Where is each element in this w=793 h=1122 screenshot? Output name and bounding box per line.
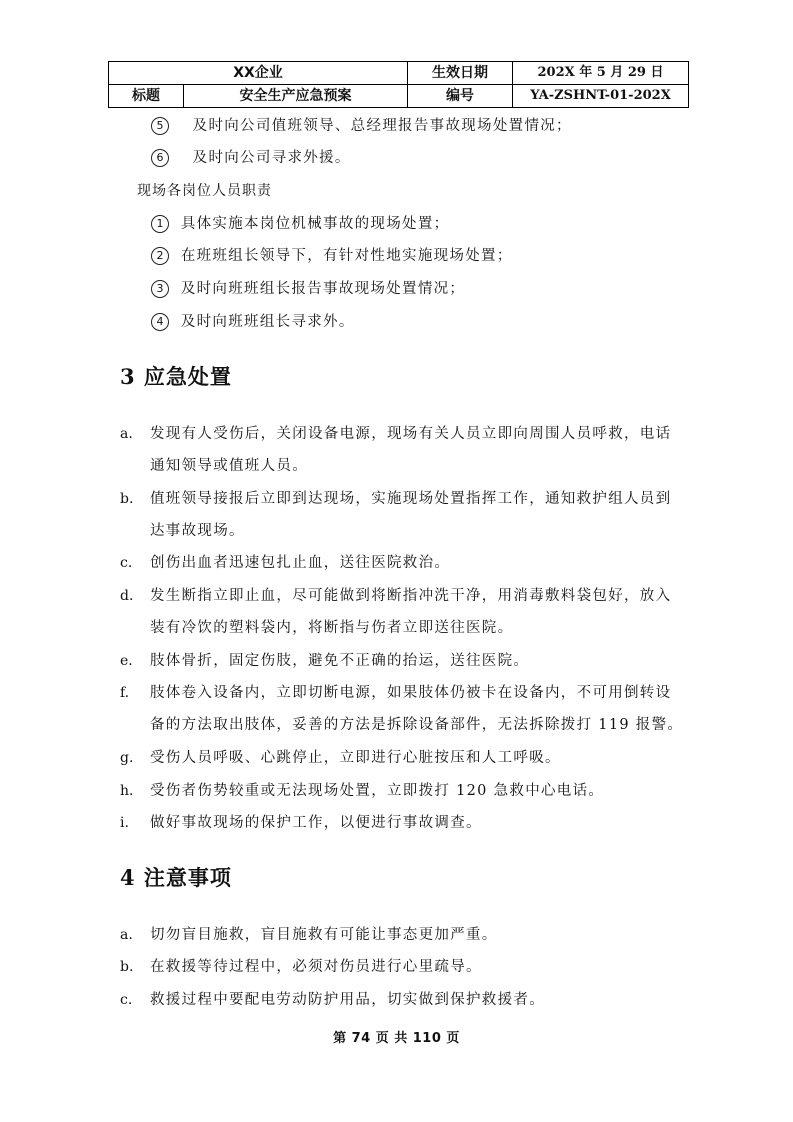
item-label: e. bbox=[120, 653, 133, 669]
item-text: 发现有人受伤后，关闭设备电源，现场有关人员立即向周围人员呼救，电话 bbox=[150, 426, 672, 442]
item-text: 受伤者伤势较重或无法现场处置，立即拨打 120 急救中心电话。 bbox=[150, 783, 605, 799]
item-label: b. bbox=[120, 959, 134, 975]
item-text: 切勿盲目施救，盲目施救有可能让事态更加严重。 bbox=[150, 927, 498, 943]
item-text: 及时向公司寻求外援。 bbox=[192, 150, 351, 166]
item-label: f. bbox=[120, 685, 130, 701]
effective-date-label: 生效日期 bbox=[408, 62, 513, 85]
item-text: 创伤出血者迅速包扎止血，送往医院救治。 bbox=[150, 555, 451, 571]
item-text: 达事故现场。 bbox=[150, 523, 245, 539]
circled-number: 3 bbox=[151, 280, 169, 298]
item-label: a. bbox=[120, 426, 133, 442]
company-name: XX企业 bbox=[109, 62, 408, 85]
effective-date-value: 202X 年 5 月 29 日 bbox=[513, 62, 689, 85]
circled-number: 2 bbox=[151, 247, 169, 265]
item-text: 在救援等待过程中，必须对伤员进行心里疏导。 bbox=[150, 959, 482, 975]
item-text: 受伤人员呼吸、心跳停止，立即进行心脏按压和人工呼吸。 bbox=[150, 750, 561, 766]
duty-item bbox=[151, 279, 465, 299]
item-text: 备的方法取出肢体，妥善的方法是拆除设备部件，无法拆除拨打 119 报警。 bbox=[150, 717, 684, 733]
item-label: g. bbox=[120, 750, 134, 766]
item-text: 发生断指立即止血，尽可能做到将断指冲洗干净，用消毒敷料袋包好，放入 bbox=[150, 588, 672, 604]
item-text: 具体实施本岗位机械事故的现场处置； bbox=[180, 216, 450, 232]
item-text: 肢体骨折，固定伤肢，避免不正确的抬运，送往医院。 bbox=[150, 653, 530, 669]
leader-item bbox=[151, 116, 572, 136]
document-title: 安全生产应急预案 bbox=[184, 85, 408, 108]
document-header-table bbox=[108, 61, 689, 108]
circled-number: 6 bbox=[151, 149, 169, 167]
item-label: b. bbox=[120, 491, 134, 507]
item-text: 及时向班班组长报告事故现场处置情况； bbox=[180, 281, 466, 297]
item-label: i. bbox=[120, 815, 129, 831]
section-heading: 4 注意事项 bbox=[120, 865, 232, 890]
duty-item bbox=[151, 312, 355, 332]
duty-item bbox=[151, 214, 449, 234]
item-label: d. bbox=[120, 588, 134, 604]
number-label: 编号 bbox=[408, 85, 513, 108]
page-footer: 第 74 页 共 110 页 bbox=[333, 1031, 460, 1046]
item-text: 在班班组长领导下，有针对性地实施现场处置； bbox=[180, 248, 513, 264]
item-label: h. bbox=[120, 783, 134, 799]
item-text: 救援过程中要配电劳动防护用品，切实做到保护救援者。 bbox=[150, 992, 545, 1008]
section-heading: 3 应急处置 bbox=[120, 364, 232, 389]
item-text: 装有冷饮的塑料袋内，将断指与伤者立即送往医院。 bbox=[150, 620, 514, 636]
circled-number: 5 bbox=[151, 117, 169, 135]
circled-number: 4 bbox=[151, 313, 169, 331]
item-text: 肢体卷入设备内，立即切断电源，如果肢体仍被卡在设备内，不可用倒转设 bbox=[150, 685, 672, 701]
circled-number: 1 bbox=[151, 215, 169, 233]
item-text: 通知领导或值班人员。 bbox=[150, 458, 308, 474]
item-text: 值班领导接报后立即到达现场，实施现场处置指挥工作，通知救护组人员到 bbox=[150, 491, 672, 507]
title-label: 标题 bbox=[109, 85, 184, 108]
item-label: c. bbox=[120, 992, 133, 1008]
duties-heading: 现场各岗位人员职责 bbox=[137, 183, 272, 199]
item-label: c. bbox=[120, 555, 133, 571]
document-number: YA-ZSHNT-01-202X bbox=[513, 85, 689, 108]
item-text: 及时向公司值班领导、总经理报告事故现场处置情况； bbox=[192, 118, 572, 134]
item-label: a. bbox=[120, 927, 133, 943]
item-text: 做好事故现场的保护工作，以便进行事故调查。 bbox=[150, 815, 482, 831]
leader-item bbox=[151, 148, 351, 168]
duty-item bbox=[151, 246, 513, 266]
item-text: 及时向班班组长寻求外。 bbox=[180, 314, 355, 330]
